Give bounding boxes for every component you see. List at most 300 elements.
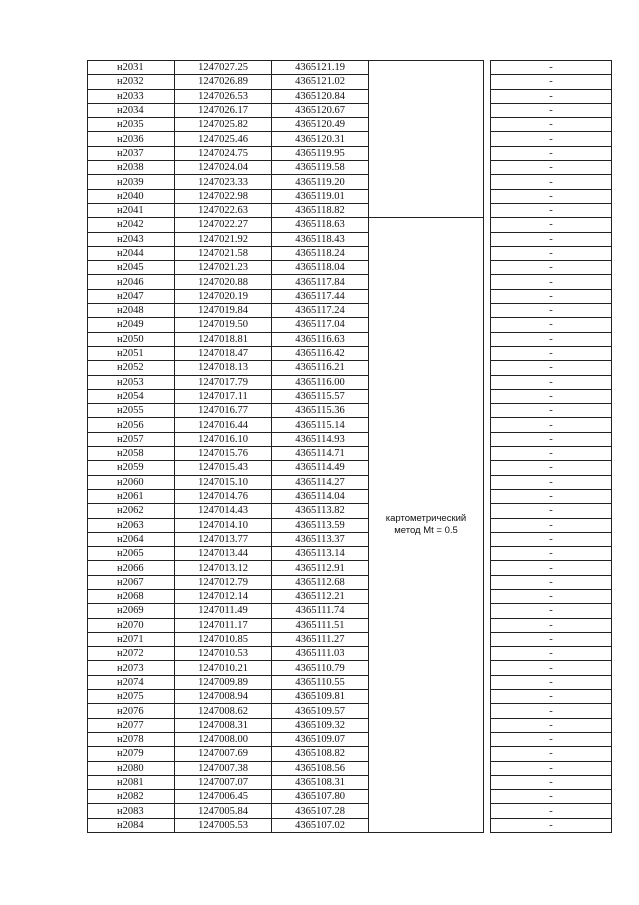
y-coordinate-cell: 4365115.36 [272, 404, 369, 418]
dash-cell: - [491, 304, 612, 318]
x-coordinate-cell: 1247008.31 [175, 718, 272, 732]
point-name-cell: н2069 [88, 604, 175, 618]
x-coordinate-cell: 1247018.81 [175, 332, 272, 346]
point-name-cell: н2033 [88, 89, 175, 103]
dash-cell: - [491, 118, 612, 132]
y-coordinate-cell: 4365114.49 [272, 461, 369, 475]
y-coordinate-cell: 4365107.28 [272, 804, 369, 818]
table-row [88, 246, 612, 260]
y-coordinate-cell: 4365119.20 [272, 175, 369, 189]
y-coordinate-cell: 4365113.59 [272, 518, 369, 532]
x-coordinate-cell: 1247009.89 [175, 675, 272, 689]
point-name-cell: н2059 [88, 461, 175, 475]
table-row [88, 575, 612, 589]
dash-cell: - [491, 447, 612, 461]
column-gap [484, 632, 491, 646]
column-gap [484, 289, 491, 303]
dash-cell: - [491, 518, 612, 532]
table-row [88, 232, 612, 246]
table-row [88, 775, 612, 789]
column-gap [484, 661, 491, 675]
y-coordinate-cell: 4365117.04 [272, 318, 369, 332]
column-gap [484, 261, 491, 275]
column-gap [484, 589, 491, 603]
column-gap [484, 575, 491, 589]
x-coordinate-cell: 1247022.27 [175, 218, 272, 232]
dash-cell: - [491, 475, 612, 489]
y-coordinate-cell: 4365120.67 [272, 103, 369, 117]
y-coordinate-cell: 4365108.82 [272, 747, 369, 761]
table-row [88, 161, 612, 175]
point-name-cell: н2067 [88, 575, 175, 589]
y-coordinate-cell: 4365118.04 [272, 261, 369, 275]
column-gap [484, 704, 491, 718]
table-row [88, 818, 612, 832]
dash-cell: - [491, 203, 612, 217]
x-coordinate-cell: 1247026.17 [175, 103, 272, 117]
point-name-cell: н2084 [88, 818, 175, 832]
dash-cell: - [491, 675, 612, 689]
dash-cell: - [491, 103, 612, 117]
x-coordinate-cell: 1247016.10 [175, 432, 272, 446]
point-name-cell: н2064 [88, 532, 175, 546]
table-row [88, 203, 612, 217]
table-row [88, 661, 612, 675]
point-name-cell: н2045 [88, 261, 175, 275]
point-name-cell: н2040 [88, 189, 175, 203]
column-gap [484, 404, 491, 418]
x-coordinate-cell: 1247015.10 [175, 475, 272, 489]
y-coordinate-cell: 4365119.95 [272, 146, 369, 160]
table-row [88, 732, 612, 746]
x-coordinate-cell: 1247016.44 [175, 418, 272, 432]
table-row [88, 461, 612, 475]
x-coordinate-cell: 1247018.47 [175, 346, 272, 360]
x-coordinate-cell: 1247017.79 [175, 375, 272, 389]
coordinates-table-body [88, 61, 612, 833]
y-coordinate-cell: 4365119.01 [272, 189, 369, 203]
table-row [88, 146, 612, 160]
table-row [88, 647, 612, 661]
column-gap [484, 604, 491, 618]
point-name-cell: н2078 [88, 732, 175, 746]
y-coordinate-cell: 4365112.21 [272, 589, 369, 603]
dash-cell: - [491, 547, 612, 561]
point-name-cell: н2054 [88, 389, 175, 403]
x-coordinate-cell: 1247020.19 [175, 289, 272, 303]
x-coordinate-cell: 1247023.33 [175, 175, 272, 189]
dash-cell: - [491, 775, 612, 789]
point-name-cell: н2057 [88, 432, 175, 446]
x-coordinate-cell: 1247021.92 [175, 232, 272, 246]
x-coordinate-cell: 1247008.62 [175, 704, 272, 718]
x-coordinate-cell: 1247024.75 [175, 146, 272, 160]
column-gap [484, 132, 491, 146]
x-coordinate-cell: 1247025.82 [175, 118, 272, 132]
y-coordinate-cell: 4365111.27 [272, 632, 369, 646]
x-coordinate-cell: 1247008.94 [175, 690, 272, 704]
x-coordinate-cell: 1247012.14 [175, 589, 272, 603]
dash-cell: - [491, 175, 612, 189]
x-coordinate-cell: 1247007.07 [175, 775, 272, 789]
x-coordinate-cell: 1247022.63 [175, 203, 272, 217]
column-gap [484, 346, 491, 360]
y-coordinate-cell: 4365113.14 [272, 547, 369, 561]
table-row [88, 175, 612, 189]
dash-cell: - [491, 189, 612, 203]
x-coordinate-cell: 1247014.10 [175, 518, 272, 532]
column-gap [484, 447, 491, 461]
y-coordinate-cell: 4365119.58 [272, 161, 369, 175]
column-gap [484, 561, 491, 575]
column-gap [484, 461, 491, 475]
method-label-line2: метод Mt = 0.5 [394, 525, 458, 537]
column-gap [484, 718, 491, 732]
x-coordinate-cell: 1247026.89 [175, 75, 272, 89]
y-coordinate-cell: 4365118.82 [272, 203, 369, 217]
point-name-cell: н2056 [88, 418, 175, 432]
column-gap [484, 61, 491, 75]
column-gap [484, 675, 491, 689]
point-name-cell: н2060 [88, 475, 175, 489]
column-gap [484, 547, 491, 561]
table-row [88, 690, 612, 704]
dash-cell: - [491, 418, 612, 432]
table-row [88, 518, 612, 532]
column-gap [484, 532, 491, 546]
point-name-cell: н2075 [88, 690, 175, 704]
dash-cell: - [491, 161, 612, 175]
point-name-cell: н2034 [88, 103, 175, 117]
point-name-cell: н2055 [88, 404, 175, 418]
point-name-cell: н2037 [88, 146, 175, 160]
table-row [88, 304, 612, 318]
dash-cell: - [491, 561, 612, 575]
y-coordinate-cell: 4365108.56 [272, 761, 369, 775]
column-gap [484, 189, 491, 203]
dash-cell: - [491, 132, 612, 146]
dash-cell: - [491, 604, 612, 618]
x-coordinate-cell: 1247020.88 [175, 275, 272, 289]
y-coordinate-cell: 4365117.84 [272, 275, 369, 289]
x-coordinate-cell: 1247015.76 [175, 447, 272, 461]
dash-cell: - [491, 289, 612, 303]
table-row [88, 89, 612, 103]
x-coordinate-cell: 1247010.21 [175, 661, 272, 675]
dash-cell: - [491, 647, 612, 661]
dash-cell: - [491, 318, 612, 332]
dash-cell: - [491, 589, 612, 603]
table-row [88, 61, 612, 75]
point-name-cell: н2050 [88, 332, 175, 346]
y-coordinate-cell: 4365109.32 [272, 718, 369, 732]
point-name-cell: н2068 [88, 589, 175, 603]
point-name-cell: н2032 [88, 75, 175, 89]
x-coordinate-cell: 1247025.46 [175, 132, 272, 146]
point-name-cell: н2041 [88, 203, 175, 217]
x-coordinate-cell: 1247005.84 [175, 804, 272, 818]
x-coordinate-cell: 1247010.53 [175, 647, 272, 661]
dash-cell: - [491, 575, 612, 589]
coordinates-table [87, 60, 612, 833]
table-row [88, 346, 612, 360]
y-coordinate-cell: 4365116.42 [272, 346, 369, 360]
point-name-cell: н2047 [88, 289, 175, 303]
column-gap [484, 118, 491, 132]
method-cell [369, 218, 484, 833]
dash-cell: - [491, 261, 612, 275]
y-coordinate-cell: 4365114.27 [272, 475, 369, 489]
dash-cell: - [491, 389, 612, 403]
point-name-cell: н2070 [88, 618, 175, 632]
table-row [88, 632, 612, 646]
y-coordinate-cell: 4365116.21 [272, 361, 369, 375]
dash-cell: - [491, 761, 612, 775]
column-gap [484, 361, 491, 375]
dash-cell: - [491, 747, 612, 761]
dash-cell: - [491, 146, 612, 160]
dash-cell: - [491, 804, 612, 818]
point-name-cell: н2079 [88, 747, 175, 761]
dash-cell: - [491, 504, 612, 518]
y-coordinate-cell: 4365120.49 [272, 118, 369, 132]
column-gap [484, 618, 491, 632]
table-row [88, 375, 612, 389]
point-name-cell: н2081 [88, 775, 175, 789]
point-name-cell: н2076 [88, 704, 175, 718]
x-coordinate-cell: 1247016.77 [175, 404, 272, 418]
column-gap [484, 418, 491, 432]
dash-cell: - [491, 661, 612, 675]
table-row [88, 718, 612, 732]
dash-cell: - [491, 632, 612, 646]
column-gap [484, 732, 491, 746]
point-name-cell: н2046 [88, 275, 175, 289]
column-gap [484, 389, 491, 403]
dash-cell: - [491, 489, 612, 503]
dash-cell: - [491, 75, 612, 89]
dash-cell: - [491, 61, 612, 75]
y-coordinate-cell: 4365110.55 [272, 675, 369, 689]
x-coordinate-cell: 1247013.12 [175, 561, 272, 575]
dash-cell: - [491, 332, 612, 346]
point-name-cell: н2080 [88, 761, 175, 775]
column-gap [484, 804, 491, 818]
x-coordinate-cell: 1247021.23 [175, 261, 272, 275]
dash-cell: - [491, 704, 612, 718]
table-row [88, 432, 612, 446]
table-row [88, 132, 612, 146]
column-gap [484, 747, 491, 761]
dash-cell: - [491, 718, 612, 732]
column-gap [484, 504, 491, 518]
point-name-cell: н2083 [88, 804, 175, 818]
y-coordinate-cell: 4365114.04 [272, 489, 369, 503]
y-coordinate-cell: 4365107.02 [272, 818, 369, 832]
point-name-cell: н2039 [88, 175, 175, 189]
point-name-cell: н2063 [88, 518, 175, 532]
y-coordinate-cell: 4365111.51 [272, 618, 369, 632]
dash-cell: - [491, 218, 612, 232]
point-name-cell: н2053 [88, 375, 175, 389]
column-gap [484, 489, 491, 503]
y-coordinate-cell: 4365116.00 [272, 375, 369, 389]
x-coordinate-cell: 1247007.69 [175, 747, 272, 761]
point-name-cell: н2052 [88, 361, 175, 375]
point-name-cell: н2072 [88, 647, 175, 661]
x-coordinate-cell: 1247019.84 [175, 304, 272, 318]
table-row [88, 547, 612, 561]
column-gap [484, 89, 491, 103]
column-gap [484, 432, 491, 446]
table-row [88, 747, 612, 761]
column-gap [484, 318, 491, 332]
y-coordinate-cell: 4365115.14 [272, 418, 369, 432]
dash-cell: - [491, 432, 612, 446]
table-row [88, 275, 612, 289]
dash-cell: - [491, 618, 612, 632]
x-coordinate-cell: 1247011.49 [175, 604, 272, 618]
table-row [88, 404, 612, 418]
y-coordinate-cell: 4365118.24 [272, 246, 369, 260]
dash-cell: - [491, 275, 612, 289]
x-coordinate-cell: 1247006.45 [175, 790, 272, 804]
x-coordinate-cell: 1247013.77 [175, 532, 272, 546]
column-gap [484, 332, 491, 346]
y-coordinate-cell: 4365121.02 [272, 75, 369, 89]
point-name-cell: н2035 [88, 118, 175, 132]
dash-cell: - [491, 375, 612, 389]
y-coordinate-cell: 4365109.81 [272, 690, 369, 704]
column-gap [484, 232, 491, 246]
point-name-cell: н2066 [88, 561, 175, 575]
point-name-cell: н2043 [88, 232, 175, 246]
point-name-cell: н2036 [88, 132, 175, 146]
x-coordinate-cell: 1247017.11 [175, 389, 272, 403]
column-gap [484, 246, 491, 260]
x-coordinate-cell: 1247027.25 [175, 61, 272, 75]
column-gap [484, 218, 491, 232]
y-coordinate-cell: 4365115.57 [272, 389, 369, 403]
dash-cell: - [491, 818, 612, 832]
x-coordinate-cell: 1247014.43 [175, 504, 272, 518]
x-coordinate-cell: 1247015.43 [175, 461, 272, 475]
point-name-cell: н2058 [88, 447, 175, 461]
column-gap [484, 790, 491, 804]
y-coordinate-cell: 4365121.19 [272, 61, 369, 75]
dash-cell: - [491, 346, 612, 360]
y-coordinate-cell: 4365113.82 [272, 504, 369, 518]
y-coordinate-cell: 4365113.37 [272, 532, 369, 546]
y-coordinate-cell: 4365120.84 [272, 89, 369, 103]
x-coordinate-cell: 1247013.44 [175, 547, 272, 561]
table-row [88, 118, 612, 132]
table-row [88, 761, 612, 775]
table-row [88, 218, 612, 232]
column-gap [484, 146, 491, 160]
column-gap [484, 275, 491, 289]
table-row [88, 361, 612, 375]
dash-cell: - [491, 732, 612, 746]
column-gap [484, 761, 491, 775]
point-name-cell: н2062 [88, 504, 175, 518]
y-coordinate-cell: 4365109.57 [272, 704, 369, 718]
table-row [88, 704, 612, 718]
point-name-cell: н2038 [88, 161, 175, 175]
table-row [88, 804, 612, 818]
table-row [88, 532, 612, 546]
table-row [88, 418, 612, 432]
table-row [88, 332, 612, 346]
table-row [88, 790, 612, 804]
table-row [88, 561, 612, 575]
x-coordinate-cell: 1247021.58 [175, 246, 272, 260]
x-coordinate-cell: 1247005.53 [175, 818, 272, 832]
column-gap [484, 690, 491, 704]
column-gap [484, 647, 491, 661]
y-coordinate-cell: 4365112.68 [272, 575, 369, 589]
table-row [88, 389, 612, 403]
point-name-cell: н2074 [88, 675, 175, 689]
x-coordinate-cell: 1247014.76 [175, 489, 272, 503]
table-row [88, 318, 612, 332]
table-row [88, 618, 612, 632]
x-coordinate-cell: 1247022.98 [175, 189, 272, 203]
dash-cell: - [491, 690, 612, 704]
y-coordinate-cell: 4365117.44 [272, 289, 369, 303]
table-row [88, 261, 612, 275]
point-name-cell: н2042 [88, 218, 175, 232]
table-row [88, 189, 612, 203]
column-gap [484, 203, 491, 217]
y-coordinate-cell: 4365111.03 [272, 647, 369, 661]
point-name-cell: н2065 [88, 547, 175, 561]
x-coordinate-cell: 1247012.79 [175, 575, 272, 589]
table-row [88, 604, 612, 618]
y-coordinate-cell: 4365107.80 [272, 790, 369, 804]
y-coordinate-cell: 4365112.91 [272, 561, 369, 575]
x-coordinate-cell: 1247010.85 [175, 632, 272, 646]
table-row [88, 589, 612, 603]
dash-cell: - [491, 532, 612, 546]
y-coordinate-cell: 4365120.31 [272, 132, 369, 146]
point-name-cell: н2049 [88, 318, 175, 332]
column-gap [484, 518, 491, 532]
y-coordinate-cell: 4365114.93 [272, 432, 369, 446]
dash-cell: - [491, 246, 612, 260]
y-coordinate-cell: 4365108.31 [272, 775, 369, 789]
x-coordinate-cell: 1247024.04 [175, 161, 272, 175]
x-coordinate-cell: 1247011.17 [175, 618, 272, 632]
dash-cell: - [491, 461, 612, 475]
y-coordinate-cell: 4365111.74 [272, 604, 369, 618]
column-gap [484, 375, 491, 389]
method-label-line1: картометрический [385, 513, 467, 525]
column-gap [484, 818, 491, 832]
column-gap [484, 161, 491, 175]
column-gap [484, 103, 491, 117]
x-coordinate-cell: 1247007.38 [175, 761, 272, 775]
x-coordinate-cell: 1247026.53 [175, 89, 272, 103]
dash-cell: - [491, 404, 612, 418]
y-coordinate-cell: 4365118.43 [272, 232, 369, 246]
x-coordinate-cell: 1247019.50 [175, 318, 272, 332]
table-row [88, 447, 612, 461]
y-coordinate-cell: 4365114.71 [272, 447, 369, 461]
y-coordinate-cell: 4365118.63 [272, 218, 369, 232]
column-gap [484, 775, 491, 789]
x-coordinate-cell: 1247008.00 [175, 732, 272, 746]
